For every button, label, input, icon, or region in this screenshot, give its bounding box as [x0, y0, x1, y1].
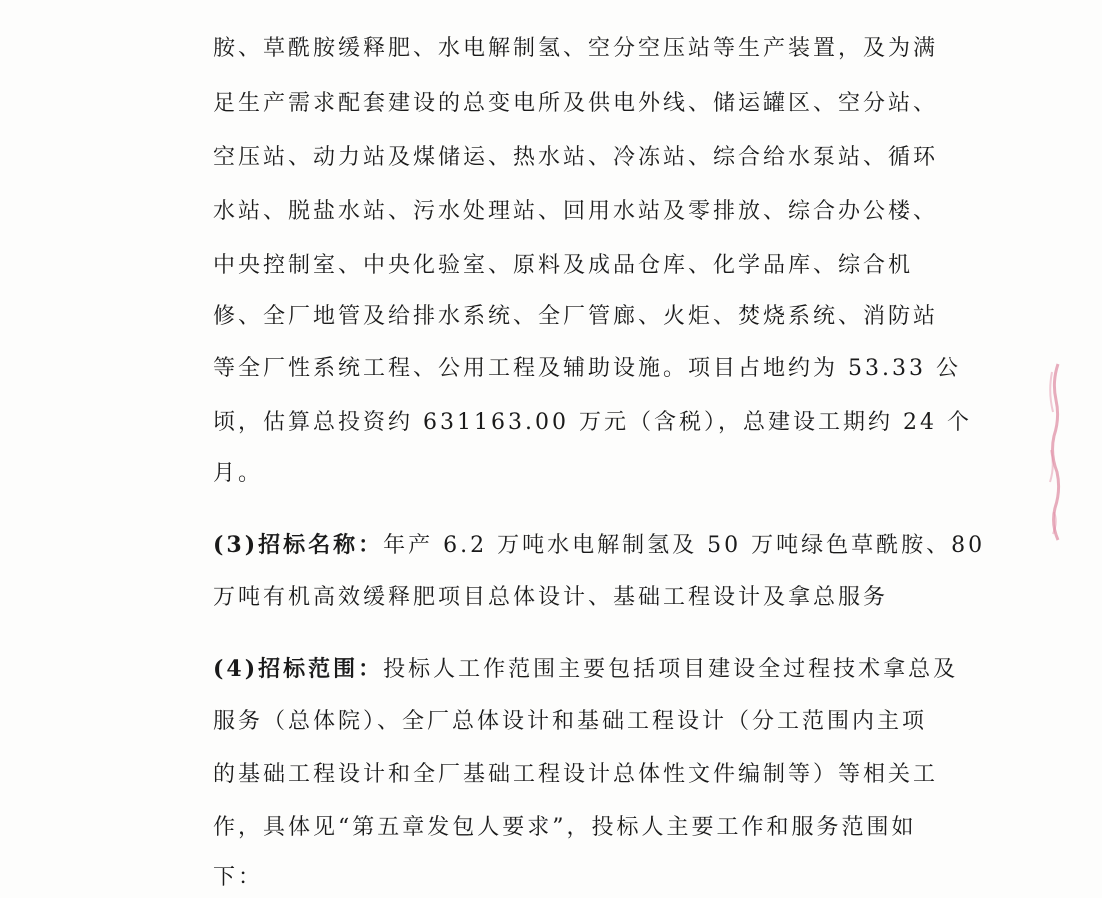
paragraph-line: 中央控制室、中央化验室、原料及成品仓库、化学品库、综合机: [213, 253, 914, 278]
section-4-line-1: [213, 654, 959, 685]
paragraph-line: 顷，估算总投资约 631163.00 万元（含税），总建设工期约 24 个: [213, 410, 972, 435]
section-3-text: 年产 6.2 万吨水电解制氢及 50 万吨绿色草酰胺、80: [383, 533, 986, 558]
paragraph-line: 足生产需求配套建设的总变电所及供电外线、储运罐区、空分站、: [213, 91, 939, 116]
section-3-line-2: 万吨有机高效缓释肥项目总体设计、基础工程设计及拿总服务: [213, 585, 889, 610]
paragraph-line: 水站、脱盐水站、污水处理站、回用水站及零排放、综合办公楼、: [213, 199, 939, 224]
paragraph-line: 胺、草酰胺缓释肥、水电解制氢、空分空压站等生产装置，及为满: [213, 36, 939, 61]
section-3-label: (3)招标名称：: [213, 532, 384, 558]
section-3-line-1: [213, 530, 986, 561]
paragraph-line: 修、全厂地管及给排水系统、全厂管廊、火炬、焚烧系统、消防站: [213, 304, 939, 329]
paragraph-line: 月。: [213, 461, 264, 486]
section-4-line: 下：: [213, 865, 264, 890]
paragraph-line: 等全厂性系统工程、公用工程及辅助设施。项目占地约为 53.33 公: [213, 356, 961, 381]
section-4-line: 服务（总体院）、全厂总体设计和基础工程设计（分工范围内主项: [213, 709, 928, 734]
paragraph-line: 空压站、动力站及煤储运、热水站、冷冻站、综合给水泵站、循环: [213, 145, 939, 170]
section-4-line: 的基础工程设计和全厂基础工程设计总体性文件编制等）等相关工: [213, 762, 939, 787]
seal-stamp-edge: [1046, 362, 1064, 542]
section-4-text: 投标人工作范围主要包括项目建设全过程技术拿总及: [383, 657, 959, 682]
section-4-line: 作，具体见“第五章发包人要求”，投标人主要工作和服务范围如: [213, 815, 917, 840]
section-4-label: (4)招标范围：: [213, 656, 384, 682]
